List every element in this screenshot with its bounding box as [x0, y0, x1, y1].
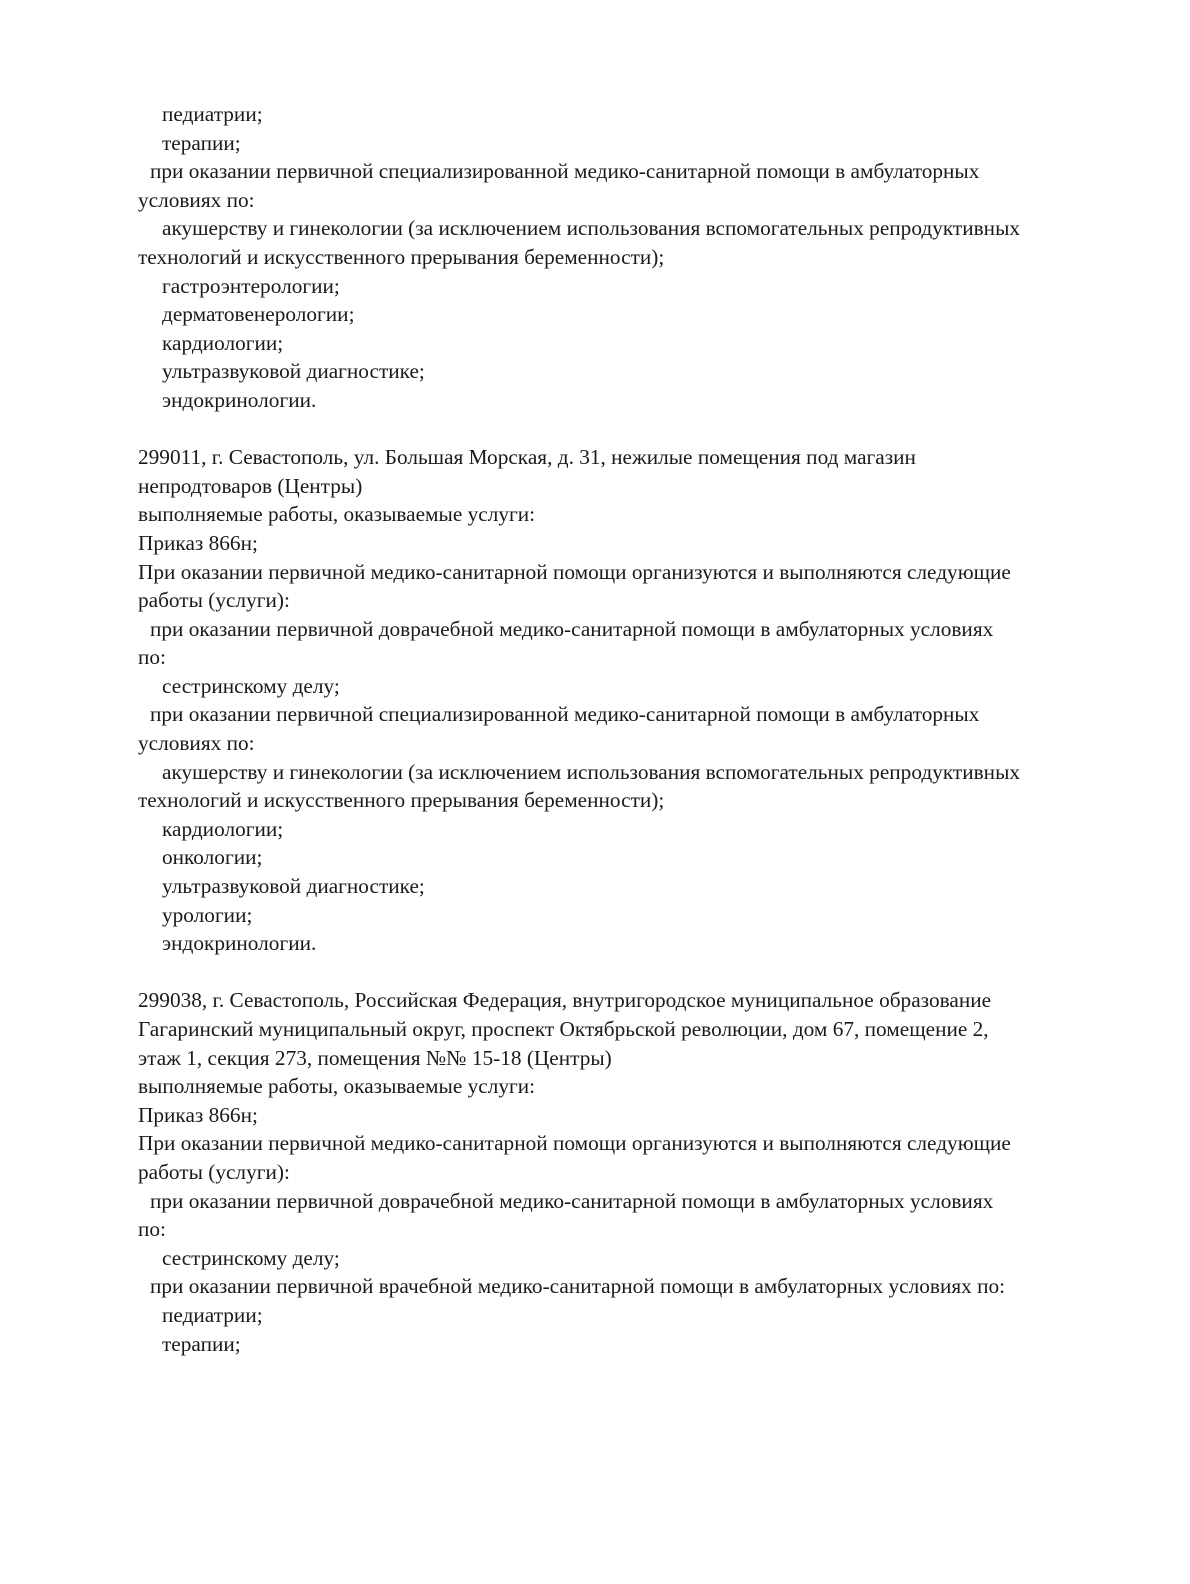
specialty-item: сестринскому делу; [162, 1245, 340, 1270]
text-line: по: [138, 1217, 166, 1242]
text-line: работы (услуги): [138, 1159, 290, 1184]
section-spacer [138, 958, 1128, 987]
specialty-item: дерматовенерологии; [162, 302, 355, 327]
text-line: работы (услуги): [138, 588, 290, 613]
text-line: условиях по: [138, 187, 255, 212]
text-line: Приказ 866н; [138, 1102, 258, 1127]
specialty-item: урологии; [162, 902, 253, 927]
specialty-item: гастроэнтерологии; [162, 273, 340, 298]
document-section [138, 100, 1128, 415]
specialty-item: педиатрии; [162, 1302, 263, 1327]
specialty-item: ультразвуковой диагностике; [162, 359, 425, 384]
text-line: по: [138, 645, 166, 670]
specialty-item: ультразвуковой диагностике; [162, 874, 425, 899]
specialty-item: терапии; [162, 130, 241, 155]
document-section [138, 443, 1128, 958]
specialty-item: кардиологии; [162, 330, 284, 355]
specialty-item: сестринскому делу; [162, 673, 340, 698]
text-line: выполняемые работы, оказываемые услуги: [138, 1074, 536, 1099]
text-line: При оказании первичной медико-санитарной помощи организуются и выполняются следующие [138, 559, 1011, 584]
text-line: При оказании первичной медико-санитарной помощи организуются и выполняются следующие [138, 1131, 1011, 1156]
text-line: выполняемые работы, оказываемые услуги: [138, 502, 536, 527]
section-spacer [138, 415, 1128, 444]
care-type-line: при оказании первичной специализированной медико-санитарной помощи в амбулаторных [150, 702, 980, 727]
specialty-item: акушерству и гинекологии (за исключением использования вспомогательных репродуктивных [162, 216, 1021, 241]
specialty-item: терапии; [162, 1331, 241, 1356]
text-line: Приказ 866н; [138, 530, 258, 555]
text-line: технологий и искусственного прерывания беременности); [138, 788, 665, 813]
specialty-item: эндокринологии. [162, 931, 317, 956]
specialty-item: онкологии; [162, 845, 263, 870]
specialty-item: эндокринологии. [162, 387, 317, 412]
care-type-line: при оказании первичной доврачебной медико-санитарной помощи в амбулаторных условиях [150, 1188, 994, 1213]
specialty-item: кардиологии; [162, 816, 284, 841]
care-type-line: при оказании первичной врачебной медико-санитарной помощи в амбулаторных условиях по: [150, 1274, 1006, 1299]
document-page [138, 100, 1128, 1358]
specialty-item: акушерству и гинекологии (за исключением использования вспомогательных репродуктивных [162, 759, 1021, 784]
address-line: 299011, г. Севастополь, ул. Большая Морская, д. 31, нежилые помещения под магазин [138, 445, 916, 470]
care-type-line: при оказании первичной специализированной медико-санитарной помощи в амбулаторных [150, 159, 980, 184]
address-line: 299038, г. Севастополь, Российская Федерация, внутригородское муниципальное образование [138, 988, 992, 1013]
document-section [138, 986, 1128, 1358]
text-line: этаж 1, секция 273, помещения №№ 15-18 (Центры) [138, 1045, 612, 1070]
text-line: непродтоваров (Центры) [138, 473, 363, 498]
text-line: условиях по: [138, 731, 255, 756]
text-line: Гагаринский муниципальный округ, проспект Октябрьской революции, дом 67, помещение 2, [138, 1017, 989, 1041]
specialty-item: педиатрии; [162, 102, 263, 126]
text-line: технологий и искусственного прерывания беременности); [138, 244, 665, 269]
care-type-line: при оказании первичной доврачебной медико-санитарной помощи в амбулаторных условиях [150, 616, 994, 641]
